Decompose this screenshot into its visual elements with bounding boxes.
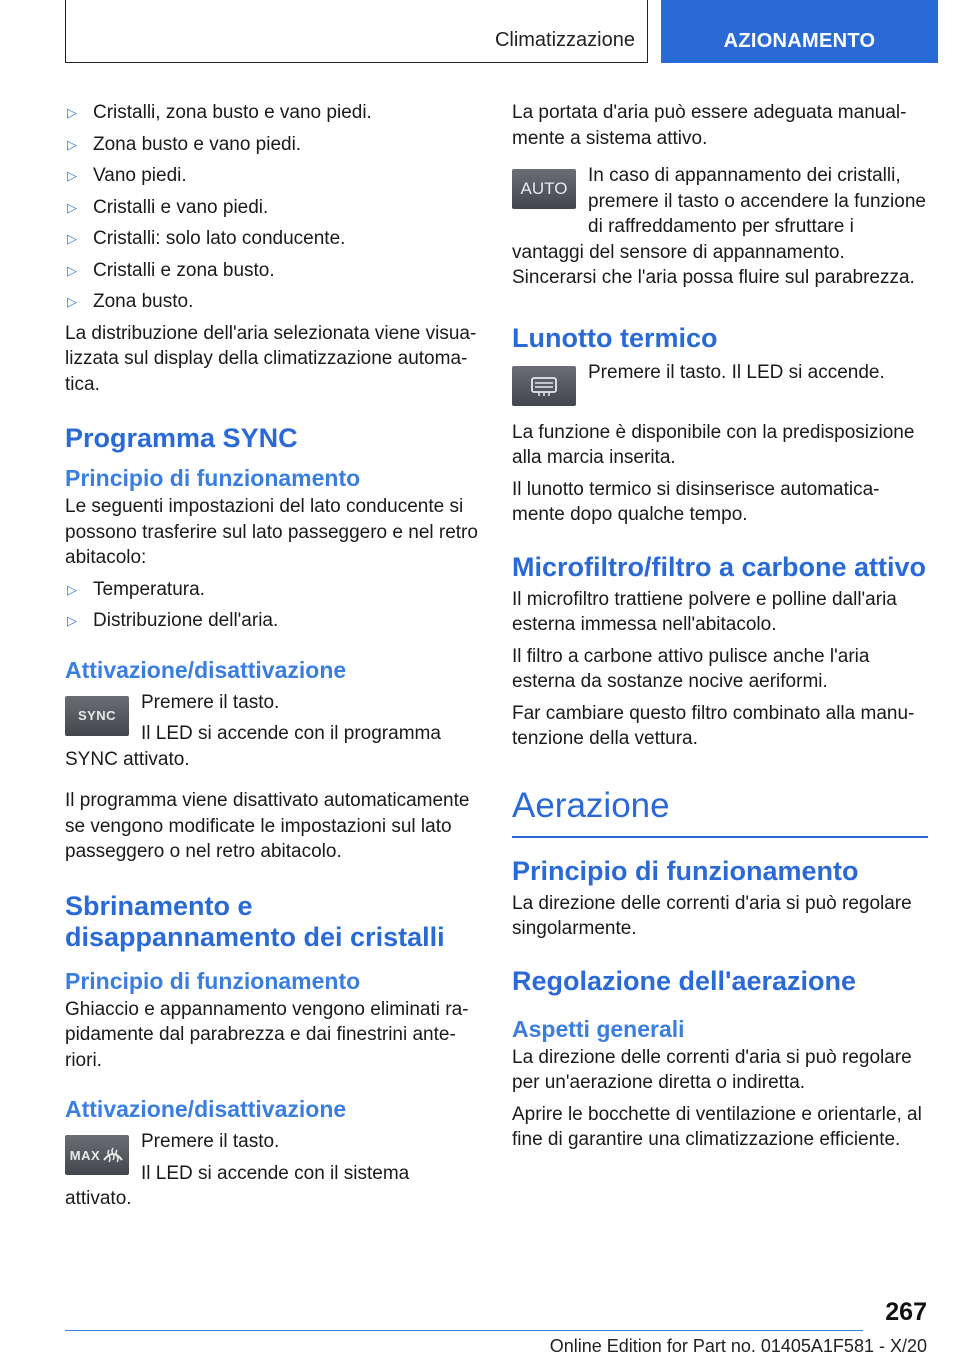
footer-edition: Online Edition for Part no. 01405A1F581 - X/20 bbox=[549, 1336, 927, 1356]
paragraph: Il filtro a carbone attivo pulisce anche l'aria esterna da sostanze nocive aeriformi. bbox=[512, 645, 870, 692]
sync-list bbox=[65, 577, 481, 634]
subheading: Aspetti generali bbox=[512, 1015, 685, 1042]
chapter-tab[interactable]: AZIONAMENTO bbox=[661, 0, 938, 63]
paragraph: Il LED si accende con il programma SYNC attivato. bbox=[65, 723, 441, 770]
bullet-triangle-icon: ▷ bbox=[67, 613, 77, 628]
left-column bbox=[65, 100, 481, 1218]
auto-button-row bbox=[512, 163, 928, 297]
rear-defrost-button-row bbox=[512, 360, 928, 412]
paragraph: Le seguenti impostazioni del lato conducente si possono trasferire sul lato passeggero e nel retro abitacolo: bbox=[65, 496, 478, 568]
paragraph: In caso di appannamento dei cristalli, premere il tasto o accendere la funzione di raffreddamento per sfruttare i vantaggi del sensore di appannamento. Sincerarsi che l'aria possa fluire sul parabrezza. bbox=[512, 165, 926, 288]
heading-defrost: Sbrinamento e disappannamento dei cristalli bbox=[65, 890, 445, 952]
subheading: Attivazione/disattivazione bbox=[65, 656, 347, 683]
list-item: ▷ Zona busto e vano piedi. bbox=[65, 132, 481, 158]
paragraph: La direzione delle correnti d'aria si può regolare singolarmente. bbox=[512, 892, 912, 939]
bullet-triangle-icon: ▷ bbox=[67, 199, 77, 215]
list-item: ▷ Cristalli: solo lato conducente. bbox=[65, 226, 481, 252]
list-item: ▷ Temperatura. bbox=[65, 577, 481, 603]
subheading: Principio di funzionamento bbox=[65, 967, 361, 994]
sync-button-row bbox=[65, 690, 481, 779]
bullet-triangle-icon: ▷ bbox=[67, 105, 77, 120]
page-number: 267 bbox=[885, 1298, 927, 1326]
paragraph: Il LED si accende con il sistema attivato. bbox=[65, 1162, 410, 1209]
auto-button-icon: AUTO bbox=[512, 169, 576, 209]
paragraph: Premere il tasto. Il LED si accende. bbox=[588, 361, 885, 383]
defrost-wave-icon bbox=[102, 1146, 124, 1164]
bullet-triangle-icon: ▷ bbox=[67, 231, 77, 246]
max-defrost-button-icon: MAX bbox=[65, 1135, 129, 1175]
heading-ventilation: Aerazione bbox=[512, 786, 928, 838]
heading-rear-window: Lunotto termico bbox=[512, 322, 718, 353]
paragraph: La portata d'aria può essere adeguata manual- mente a sistema attivo. bbox=[512, 102, 907, 149]
paragraph: Far cambiare questo filtro combinato alla manu- tenzione della vettura. bbox=[512, 702, 915, 749]
bullet-triangle-icon: ▷ bbox=[67, 136, 77, 152]
paragraph: Premere il tasto. bbox=[141, 1131, 280, 1152]
subheading: Principio di funzionamento bbox=[512, 855, 859, 886]
sync-button-icon: SYNC bbox=[65, 696, 129, 736]
header-box bbox=[65, 0, 648, 63]
right-column bbox=[512, 100, 928, 1159]
paragraph: Il microfiltro trattiene polvere e polline dall'aria esterna immessa nell'abitacolo. bbox=[512, 588, 897, 635]
subheading: Attivazione/disattivazione bbox=[65, 1096, 347, 1122]
bullet-triangle-icon: ▷ bbox=[67, 294, 77, 309]
section-title: Climatizzazione bbox=[494, 29, 635, 51]
heading-sync: Programma SYNC bbox=[65, 423, 298, 453]
paragraph: Aprire le bocchette di ventilazione e orientarle, al fine di garantire una climatizzazione efficiente. bbox=[512, 1103, 922, 1150]
list-item: ▷ Cristalli e zona busto. bbox=[65, 258, 481, 284]
paragraph: La direzione delle correnti d'aria si può regolare per un'aerazione diretta o indiretta. bbox=[512, 1046, 912, 1093]
paragraph: Ghiaccio e appannamento vengono eliminati ra- pidamente dal parabrezza e dai finestrini ante- riori. bbox=[65, 998, 469, 1071]
bullet-triangle-icon: ▷ bbox=[67, 262, 77, 278]
bullet-triangle-icon: ▷ bbox=[67, 168, 77, 183]
paragraph: Il programma viene disattivato automaticamente se vengono modificate le impostazioni sul lato passeggero o nel retro abitacolo. bbox=[65, 790, 470, 862]
list-item: ▷ Cristalli, zona busto e vano piedi. bbox=[65, 100, 481, 126]
subheading: Regolazione dell'aerazione bbox=[512, 965, 857, 996]
paragraph: Premere il tasto. bbox=[141, 691, 280, 713]
paragraph: La funzione è disponibile con la predisposizione alla marcia inserita. bbox=[512, 421, 915, 468]
paragraph: Il lunotto termico si disinserisce automatica- mente dopo qualche tempo. bbox=[512, 478, 880, 525]
subheading: Principio di funzionamento bbox=[65, 465, 361, 491]
rear-window-defrost-icon bbox=[512, 366, 576, 406]
max-button-row bbox=[65, 1129, 481, 1218]
distribution-list bbox=[65, 100, 481, 315]
footer-divider bbox=[65, 1330, 863, 1331]
bullet-triangle-icon: ▷ bbox=[67, 581, 77, 597]
list-item: ▷ Distribuzione dell'aria. bbox=[65, 608, 481, 634]
paragraph: La distribuzione dell'aria selezionata viene visua- lizzata sul display della climatizzazione automa- tica. bbox=[65, 322, 477, 395]
list-item: ▷ Vano piedi. bbox=[65, 163, 481, 189]
heading-filter: Microfiltro/filtro a carbone attivo bbox=[512, 551, 927, 582]
list-item: ▷ Zona busto. bbox=[65, 289, 481, 315]
list-item: ▷ Cristalli e vano piedi. bbox=[65, 195, 481, 221]
